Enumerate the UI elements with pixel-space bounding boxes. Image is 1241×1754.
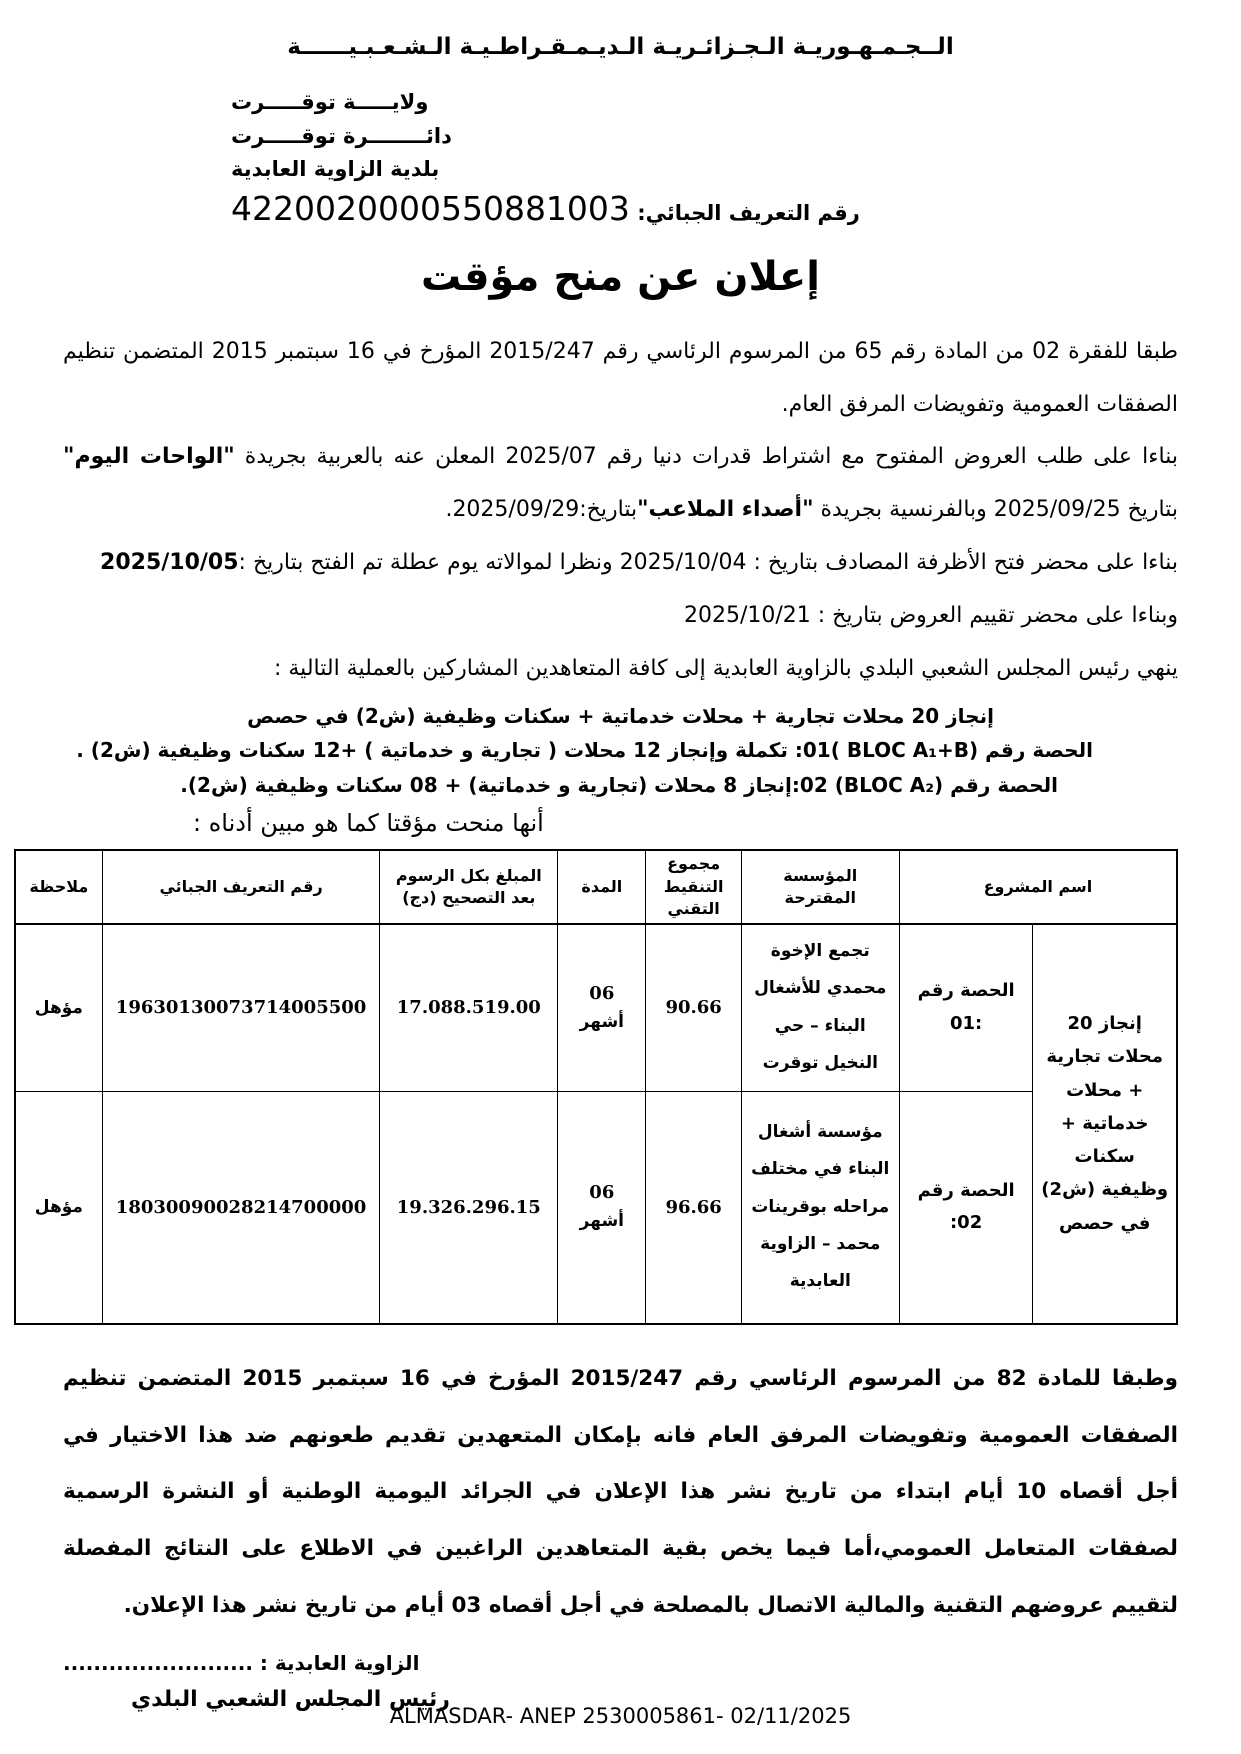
company-cell: تجمع الإخوة محمدي للأشغال البناء – حي النخيل توقرت — [741, 924, 899, 1092]
tax-id-cell: 18030090028214700000 — [102, 1092, 380, 1324]
header-company: المؤسسة المقترحة — [741, 850, 899, 923]
duration-cell — [558, 924, 646, 1092]
duration-cell — [558, 1092, 646, 1324]
amount-cell: 17.088.519.00 — [380, 924, 558, 1092]
opening-date: 2025/10/05 — [100, 549, 239, 575]
paragraph-decree: طبقا للفقرة 02 من المادة رقم 65 من المرسوم الرئاسي رقم 2015/247 المؤرخ في 16 سبتمبر 2015 المتضمن تنظيم الصفقات العمومية وتفويضات المرفق العام. — [63, 338, 1178, 417]
note-cell: مؤهل — [15, 1092, 102, 1324]
newspaper-arabic-name: "الواحات اليوم" — [63, 444, 235, 470]
paragraph-tender — [63, 431, 1178, 537]
table-row — [15, 1092, 1177, 1324]
score-cell: 90.66 — [646, 924, 741, 1092]
project-name-cell: إنجاز 20 محلات تجارية + محلات خدماتية + سكنات وظيفية (ش2) في حصص — [1033, 924, 1177, 1324]
tender-date-fr: بتاريخ:2025/09/29. — [445, 497, 638, 523]
closing-section — [63, 1351, 1178, 1636]
duration-unit: أشهر — [579, 1211, 624, 1232]
header-score: مجموع التنقيط التقني — [646, 850, 741, 923]
header-note: ملاحظة — [15, 850, 102, 923]
tax-id-cell: 19630130073714005500 — [102, 924, 380, 1092]
tax-id-label: رقم التعريف الجبائي: — [637, 200, 860, 225]
score-cell: 96.66 — [646, 1092, 741, 1324]
granted-line — [63, 809, 1178, 837]
daira-line: دائــــــــرة توقـــــرت — [231, 123, 452, 148]
duration-value: 06 — [589, 1182, 615, 1204]
paragraph-evaluation: وبناءا على محضر تقييم العروض بتاريخ : 2025/10/21 — [683, 602, 1178, 628]
appeal-paragraph: وطبقا للمادة 82 من المرسوم الرئاسي رقم 2015/247 المؤرخ في 16 سبتمبر 2015 المتضمن تنظيم الصفقات العمومية وتفويضات المرفق العام فانه بإمكان المتعهدين تقديم طعونهم ضد هذا الاختيار في أجل أقصاه 10 أيام ابتداء من تاريخ نشر هذا الإعلان في الجرائد اليومية الوطنية أو النشرة الرسمية لصفقات المتعامل العمومي،أما فيما يخص بقية المتعاهدين الراغبين في الاطلاع على النتائج المفصلة لتقييم عروضهم التقنية والمالية الاتصال بالمصلحة في أجل أقصاه 03 أيام من تاريخ نشر هذا الإعلان. — [63, 1365, 1178, 1619]
letterhead — [63, 86, 1178, 187]
lot-1-description: الحصة رقم (BLOC A₁+B )01: تكملة وإنجاز 12 محلات ( تجارية و خدماتية ) +12 سكنات وظيفية (ش2) . — [76, 738, 1093, 763]
header-tax-id: رقم التعريف الجبائي — [102, 850, 380, 923]
header-amount: المبلغ بكل الرسوم بعد التصحيح (دج) — [380, 850, 558, 923]
granted-text: أنها منحت مؤقتا كما هو مبين أدناه : — [193, 809, 544, 838]
lot-cell: الحصة رقم 02: — [899, 1092, 1033, 1324]
place-date-line — [63, 1651, 1178, 1675]
table-row — [15, 924, 1177, 1092]
newspaper-french-name: "أصداء الملاعب" — [637, 497, 814, 523]
operation-title: إنجاز 20 محلات تجارية + محلات خدماتية + سكنات وظيفية (ش2) في حصص — [247, 704, 994, 729]
duration-value: 06 — [589, 982, 615, 1004]
table-header-row — [15, 850, 1177, 923]
note-cell: مؤهل — [15, 924, 102, 1092]
amount-cell: 19.326.296.15 — [380, 1092, 558, 1324]
page-title: إعلان عن منح مؤقت — [421, 253, 820, 300]
paragraph-opening — [63, 537, 1178, 590]
company-cell: مؤسسة أشغال البناء في مختلف مراحله بوقرينات محمد – الزاوية العابدية — [741, 1092, 899, 1324]
republic-title: الــجـمـهـوريـة الـجـزائـريـة الـديـمـقـراطـيـة الـشـعـبـيــــــة — [287, 34, 954, 60]
lot-cell: الحصة رقم :01 — [899, 924, 1033, 1092]
header-project: اسم المشروع — [899, 850, 1177, 923]
signature-title: رئيس المجلس الشعبي البلدي — [131, 1687, 450, 1713]
intro-section — [63, 326, 1178, 838]
award-table — [14, 849, 1178, 1324]
commune-line: بلدية الزاوية العابدية — [231, 157, 440, 182]
tender-text: بناءا على طلب العروض المفتوح مع اشتراط قدرات دنيا رقم 2025/07 المعلن عنه بالعربية بجريدة — [234, 444, 1178, 470]
wilaya-line: ولايـــــة توقـــــرت — [231, 90, 429, 114]
lot-2-description: الحصة رقم (BLOC A₂) 02:إنجاز 8 محلات (تجارية و خدماتية) + 08 سكنات وظيفية (ش2). — [180, 773, 1058, 798]
tax-id-value: 4220020000550881003 — [231, 188, 630, 228]
anep-footer: ALMASDAR- ANEP 2530005861- 02/11/2025 — [389, 1704, 852, 1728]
opening-text: بناءا على محضر فتح الأظرفة المصادف بتاريخ : 2025/10/04 ونظرا لموالاته يوم عطلة تم الفتح بتاريخ : — [238, 549, 1178, 575]
tender-dates-text: بتاريخ 2025/09/25 وبالفرنسية بجريدة — [813, 497, 1178, 523]
tax-id-line — [63, 189, 1178, 228]
header-duration: المدة — [558, 850, 646, 923]
place-date-text: الزاوية العابدية : ......................... — [63, 1651, 420, 1676]
letterhead-block — [231, 86, 452, 187]
duration-unit: أشهر — [579, 1011, 624, 1032]
paragraph-notify: ينهي رئيس المجلس الشعبي البلدي بالزاوية العابدية إلى كافة المتعاهدين المشاركين بالعملية التالية : — [273, 655, 1178, 681]
